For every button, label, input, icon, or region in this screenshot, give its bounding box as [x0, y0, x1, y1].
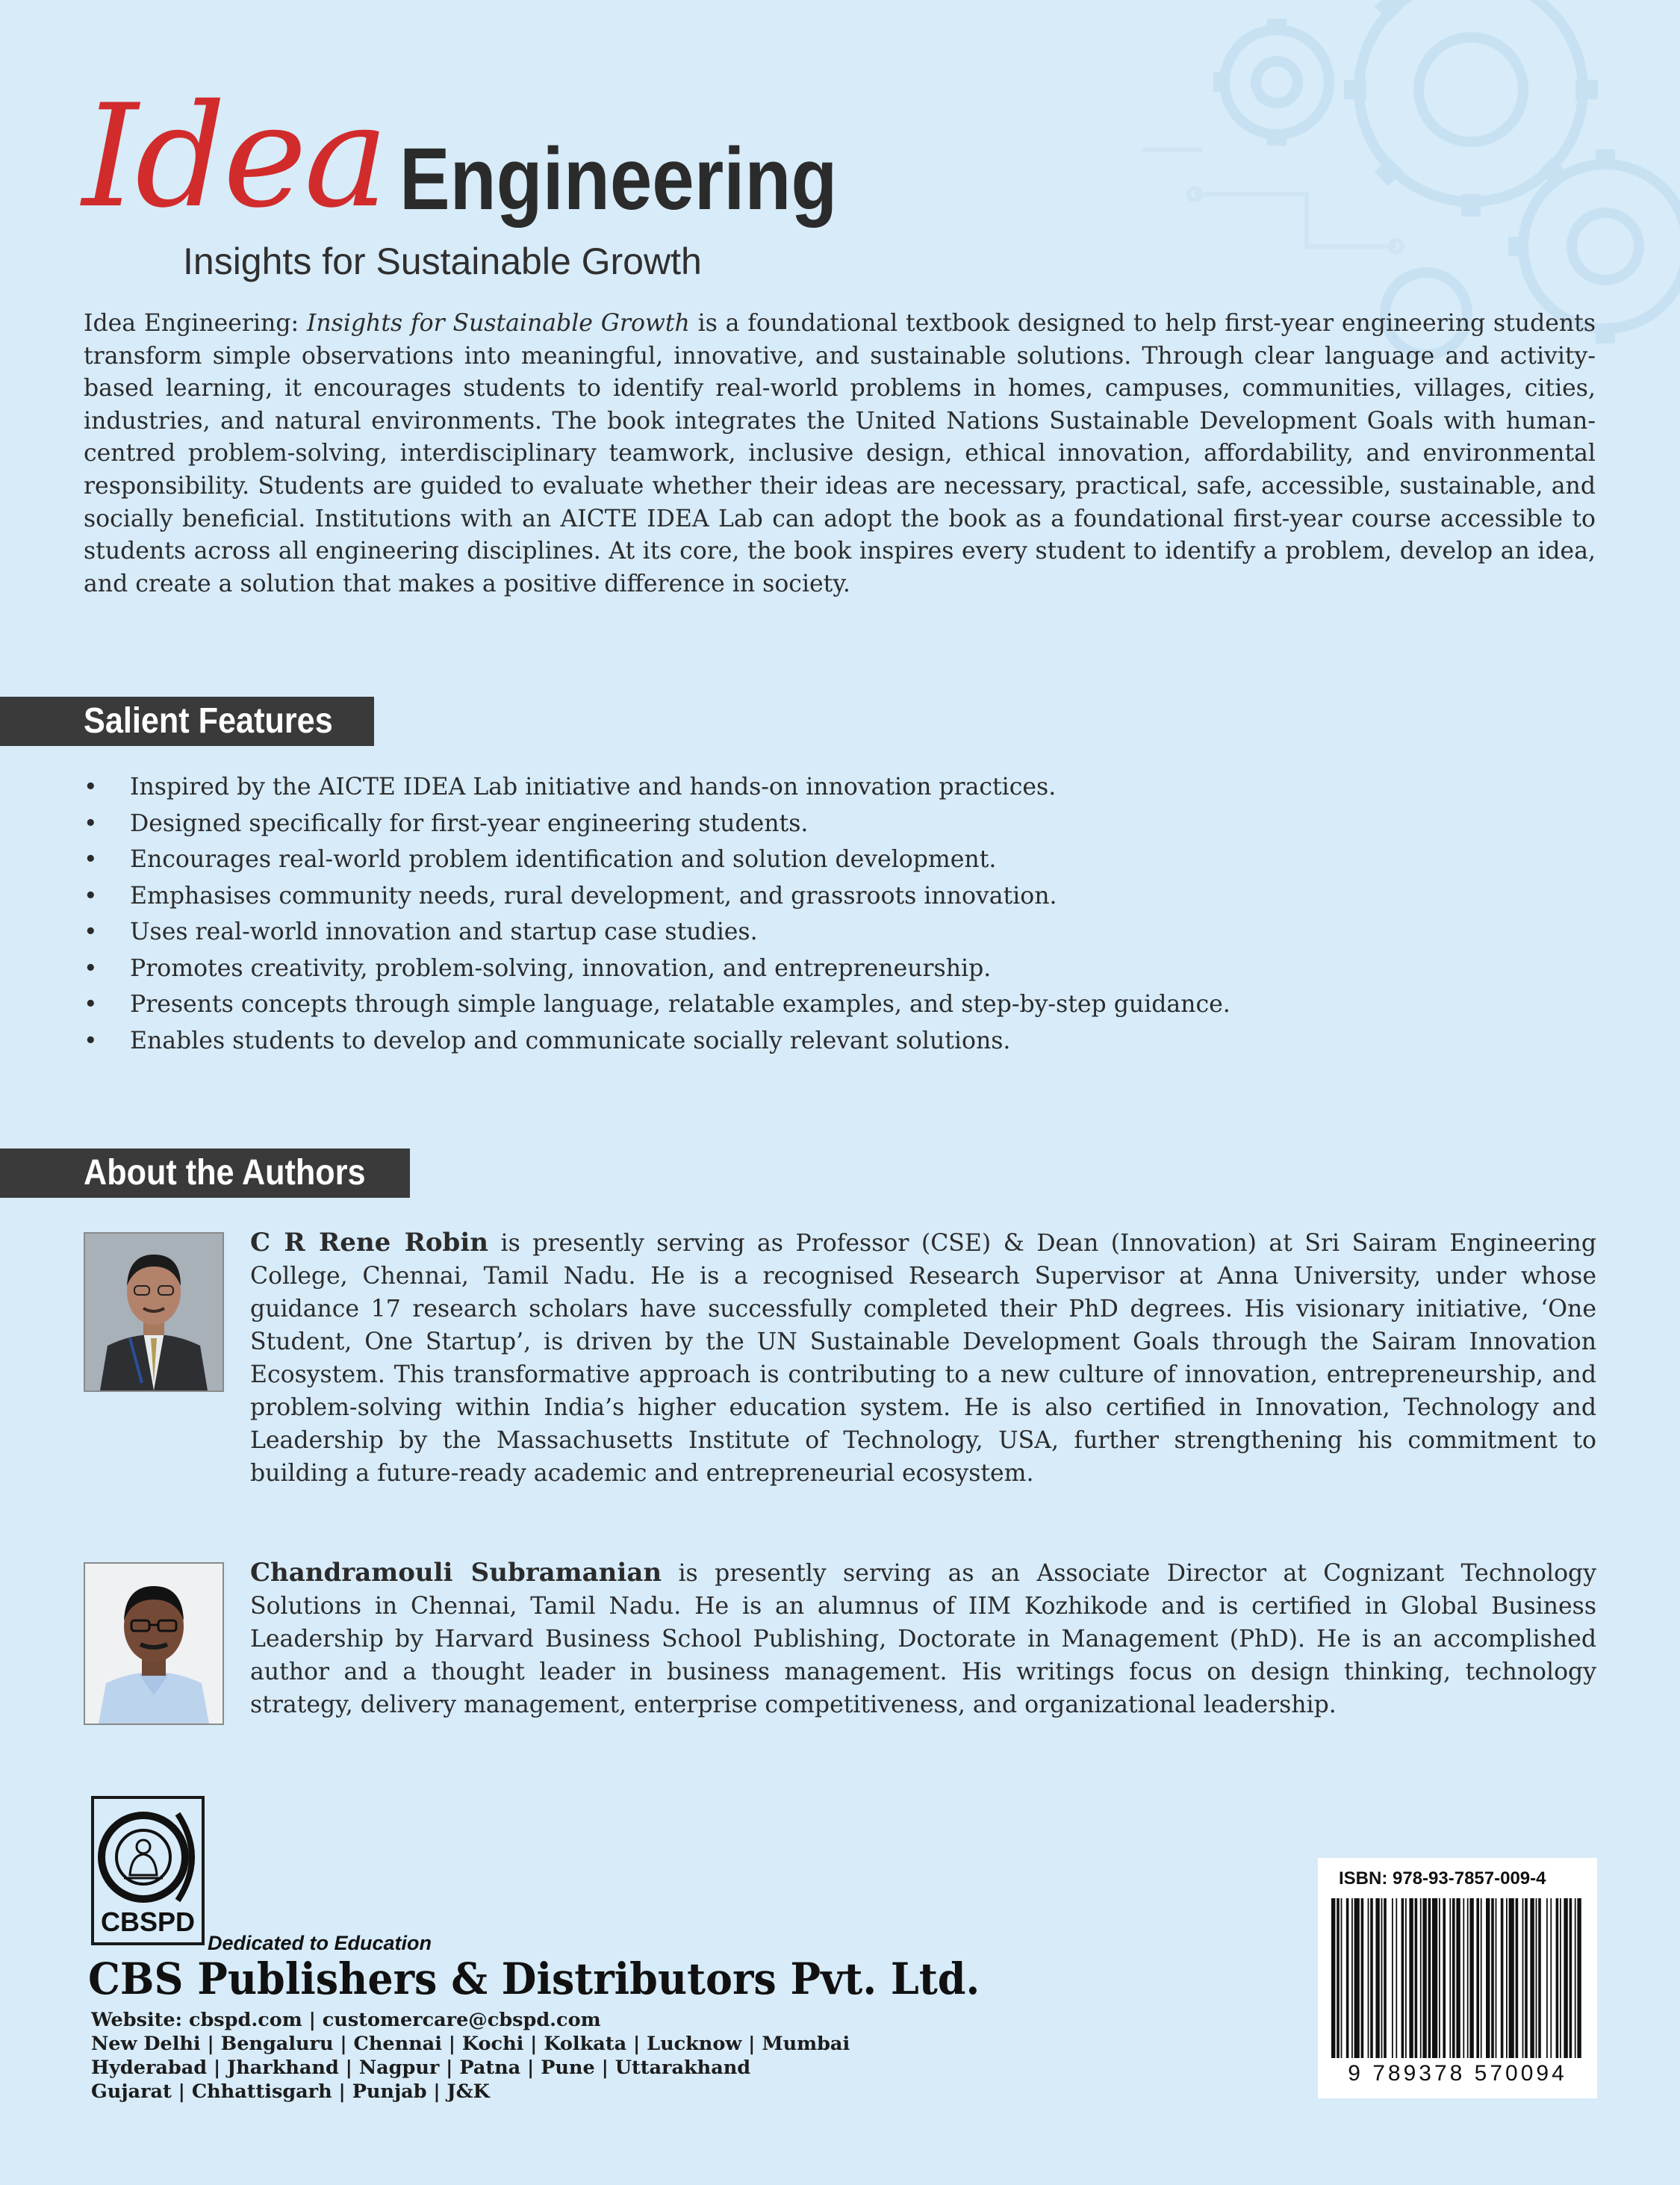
publisher-contact: Website: cbspd.com | customercare@cbspd.com	[91, 2009, 601, 2031]
list-item: • Encourages real-world problem identification and solution development.	[84, 842, 1502, 878]
about-authors-heading	[0, 1149, 410, 1198]
isbn-label: ISBN: 978-93-7857-009-4	[1339, 1868, 1546, 1889]
about-authors-heading-text: About the Authors	[84, 1153, 366, 1193]
author-1-name: C R Rene Robin	[250, 1228, 488, 1258]
publisher-block	[88, 1796, 984, 2110]
publisher-cities-1: New Delhi | Bengaluru | Chennai | Kochi | Kolkata | Lucknow | Mumbai	[91, 2033, 850, 2055]
publisher-emblem-icon	[94, 1799, 202, 1911]
intro-paragraph	[84, 308, 1596, 600]
list-item: • Inspired by the AICTE IDEA Lab initiative and hands-on innovation practices.	[84, 769, 1502, 806]
author-2-bio-text: is presently serving as an Associate Director at Cognizant Technology Solutions in Chennai, Tamil Nadu. He is an alumnus of IIM Kozhikode and is certified in Global Business Leadership by Harvard Business School Publishing, Doctorate in Management (PhD). He is an accomplished author and a thought leader in business management. His writings focus on design thinking, technology strategy, delivery management, enterprise competitiveness, and organizational leadership.	[250, 1560, 1596, 1718]
list-item: • Promotes creativity, problem-solving, innovation, and entrepreneurship.	[84, 951, 1502, 987]
isbn-digits: 9 789378 570094	[1348, 2061, 1567, 2086]
author-2-name: Chandramouli Subramanian	[250, 1558, 662, 1588]
list-item: • Presents concepts through simple language, relatable examples, and step-by-step guidance.	[84, 986, 1502, 1023]
title-idea: Idea	[82, 74, 386, 239]
publisher-name: CBS Publishers & Distributors Pvt. Ltd.	[88, 1954, 980, 2004]
publisher-cities-3: Gujarat | Chhattisgarh | Punjab | J&K	[91, 2080, 490, 2103]
publisher-tagline: Dedicated to Education	[208, 1932, 432, 1954]
salient-features-heading	[0, 697, 374, 746]
list-item: • Emphasises community needs, rural development, and grassroots innovation.	[84, 878, 1502, 915]
publisher-logo-text: CBSPD	[100, 1906, 196, 1937]
list-item: • Designed specifically for first-year engineering students.	[84, 806, 1502, 842]
intro-lead: Idea Engineering:	[84, 310, 307, 337]
book-subtitle: Insights for Sustainable Growth	[183, 240, 702, 282]
salient-features-heading-text: Salient Features	[84, 701, 333, 741]
isbn-barcode	[1318, 1858, 1597, 2098]
intro-lead-italic: Insights for Sustainable Growth	[306, 310, 690, 337]
intro-body: is a foundational textbook designed to help first-year engineering students transform simple observations into meaningful, innovative, and sustainable solutions. Through clear language and activity-based learning, it encourages students to identify real-world problems in homes, campuses, communities, villages, cities, industries, and natural environments. The book integrates the United Nations Sustainable Development Goals with human-centred problem-solving, interdisciplinary teamwork, inclusive design, ethical innovation, affordability, and environmental responsibility. Students are guided to evaluate whether their ideas are necessary, practical, safe, accessible, sustainable, and socially beneficial. Institutions with an AICTE IDEA Lab can adopt the book as a foundational first-year course accessible to students across all engineering disciplines. At its core, the book inspires every student to identify a problem, develop an idea, and create a solution that makes a positive difference in society.	[84, 310, 1596, 597]
author-2-photo	[84, 1562, 224, 1725]
author-1-bio-text: is presently serving as Professor (CSE) & Dean (Innovation) at Sri Sairam Engineering College, Chennai, Tamil Nadu. He is a recognised Research Supervisor at Anna University, under whose guidance 17 research scholars have successfully completed their PhD degrees. His visionary initiative, ‘One Student, One Startup’, is driven by the UN Sustainable Development Goals through the Sairam Innovation Ecosystem. This transformative approach is contributing to a new culture of innovation, entrepreneurship, and problem-solving within India’s higher education system. He is also certified in Innovation, Technology and Leadership by the Massachusetts Institute of Technology, USA, further strengthening his commitment to building a future-ready academic and entrepreneurial ecosystem.	[250, 1230, 1596, 1487]
author-2-bio	[250, 1556, 1596, 1721]
barcode-icon	[1328, 1898, 1587, 2058]
list-item: • Uses real-world innovation and startup case studies.	[84, 914, 1502, 951]
features-list	[84, 769, 1502, 1059]
book-title	[82, 74, 903, 291]
author-1-photo	[84, 1232, 224, 1392]
list-item: • Enables students to develop and communicate socially relevant solutions.	[84, 1023, 1502, 1060]
title-engineering: Engineering	[399, 130, 838, 229]
author-1-bio	[250, 1226, 1596, 1490]
publisher-cities-2: Hyderabad | Jharkhand | Nagpur | Patna | Pune | Uttarakhand	[91, 2057, 751, 2079]
